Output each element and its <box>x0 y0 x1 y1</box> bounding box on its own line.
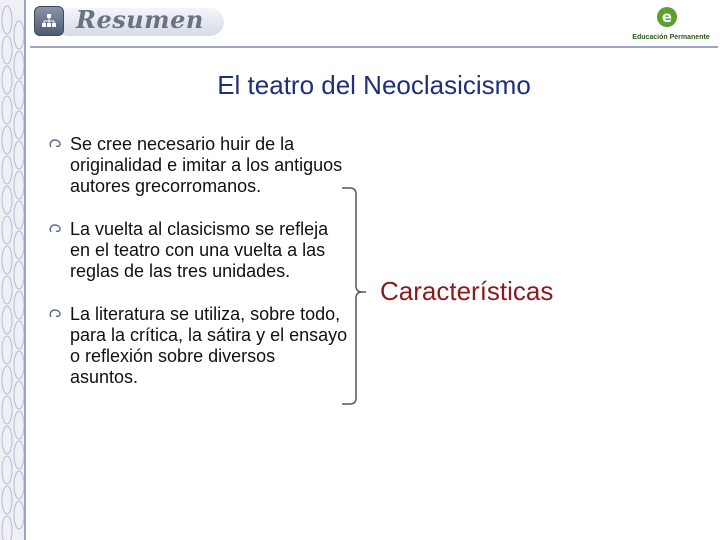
bullet-swirl-icon <box>48 222 64 236</box>
section-title: Resumen <box>76 5 204 34</box>
characteristics-label: Características <box>380 276 554 306</box>
curly-bracket <box>340 186 366 406</box>
bullet-item <box>48 304 348 388</box>
bullet-text: La literatura se utiliza, sobre todo, para la crítica, la sátira y el ensayo o reflexión sobre diversos asuntos. <box>70 304 348 387</box>
slide-title: El teatro del Neoclasicismo <box>217 70 531 100</box>
bullet-swirl-icon <box>48 137 64 151</box>
e-logo-icon <box>656 6 678 28</box>
bullet-list <box>48 134 348 410</box>
bullet-text: Se cree necesario huir de la originalidad e imitar a los antiguos autores grecorromanos. <box>70 134 343 196</box>
bullet-item <box>48 134 348 197</box>
svg-text:e: e <box>661 8 673 26</box>
bullet-swirl-icon <box>48 307 64 321</box>
decorative-left-border <box>0 0 26 540</box>
bullet-item <box>48 219 348 282</box>
publisher-name: Educación Permanente <box>632 34 710 41</box>
slide-header <box>28 0 720 48</box>
publisher-logo <box>626 4 716 44</box>
bullet-text: La vuelta al clasicismo se refleja en el teatro con una vuelta a las reglas de las tres unidades. <box>70 219 329 281</box>
hierarchy-icon <box>34 6 64 36</box>
header-divider <box>30 46 718 48</box>
